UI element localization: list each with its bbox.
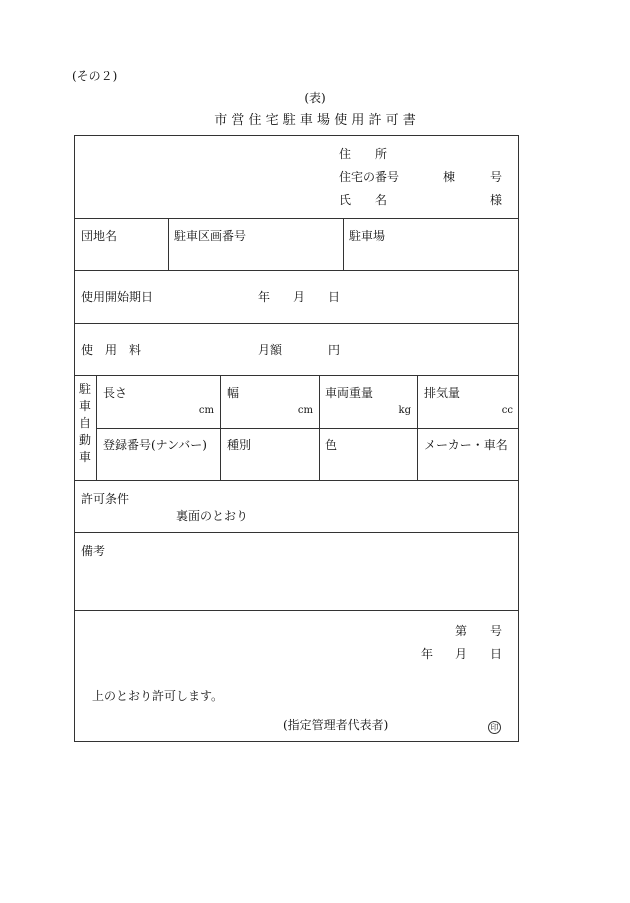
- permit-form: [74, 135, 519, 742]
- document-title: 市 営 住 宅 駐 車 場 使 用 許 可 書: [214, 113, 416, 128]
- side-label: (表): [304, 91, 326, 105]
- row-divider: [75, 218, 518, 219]
- part-label: (その２): [72, 69, 118, 83]
- row-divider: [75, 480, 518, 481]
- plate-label: 登録番号(ナンバー): [103, 438, 207, 452]
- row-divider: [75, 375, 518, 376]
- building-label: 棟: [443, 170, 456, 184]
- start-month: 月: [293, 290, 306, 304]
- width-unit: cm: [297, 405, 313, 416]
- fee-monthly: 月額: [258, 343, 283, 357]
- signer-label: (指定管理者代表者): [283, 718, 389, 732]
- start-day: 日: [328, 290, 341, 304]
- displacement-label: 排気量: [424, 386, 461, 400]
- column-divider: [417, 375, 418, 480]
- conditions-value: 裏面のとおり: [176, 509, 249, 523]
- width-label: 幅: [227, 386, 240, 400]
- honorific: 様: [490, 193, 503, 207]
- lot-number-label: 駐車区画番号: [174, 229, 247, 243]
- start-date-label: 使用開始期日: [81, 290, 154, 304]
- name-label: 氏 名: [339, 193, 388, 207]
- vehicle-section-label: 駐車自動車: [79, 382, 92, 464]
- row-divider: [75, 323, 518, 324]
- column-divider: [96, 375, 97, 480]
- housing-number-label: 住宅の番号: [339, 170, 400, 184]
- address-label: 住 所: [339, 147, 388, 161]
- color-label: 色: [325, 438, 338, 452]
- row-divider: [75, 532, 518, 533]
- vehicle-row-divider: [96, 428, 518, 429]
- column-divider: [319, 375, 320, 480]
- room-label: 号: [490, 170, 503, 184]
- fee-label: 使 用 料: [81, 343, 142, 357]
- number-suffix: 号: [490, 624, 503, 638]
- start-year: 年: [258, 290, 271, 304]
- fee-yen: 円: [328, 343, 341, 357]
- row-divider: [75, 610, 518, 611]
- number-label: 第: [455, 624, 468, 638]
- issue-month: 月: [455, 647, 468, 661]
- length-unit: cm: [198, 405, 214, 416]
- column-divider: [168, 218, 169, 270]
- issue-year: 年: [421, 647, 434, 661]
- estate-label: 団地名: [81, 229, 118, 243]
- issue-day: 日: [490, 647, 503, 661]
- length-label: 長さ: [103, 386, 128, 400]
- lot-label: 駐車場: [349, 229, 386, 243]
- weight-label: 車両重量: [325, 386, 374, 400]
- permit-statement: 上のとおり許可します。: [92, 689, 224, 703]
- weight-unit: kg: [398, 405, 411, 416]
- displacement-unit: cc: [501, 405, 513, 416]
- conditions-label: 許可条件: [81, 492, 130, 506]
- remarks-label: 備考: [81, 544, 106, 558]
- type-label: 種別: [227, 438, 252, 452]
- maker-label: メーカー・車名: [424, 438, 508, 452]
- column-divider: [343, 218, 344, 270]
- row-divider: [75, 270, 518, 271]
- seal-mark: 印: [488, 721, 501, 734]
- column-divider: [220, 375, 221, 480]
